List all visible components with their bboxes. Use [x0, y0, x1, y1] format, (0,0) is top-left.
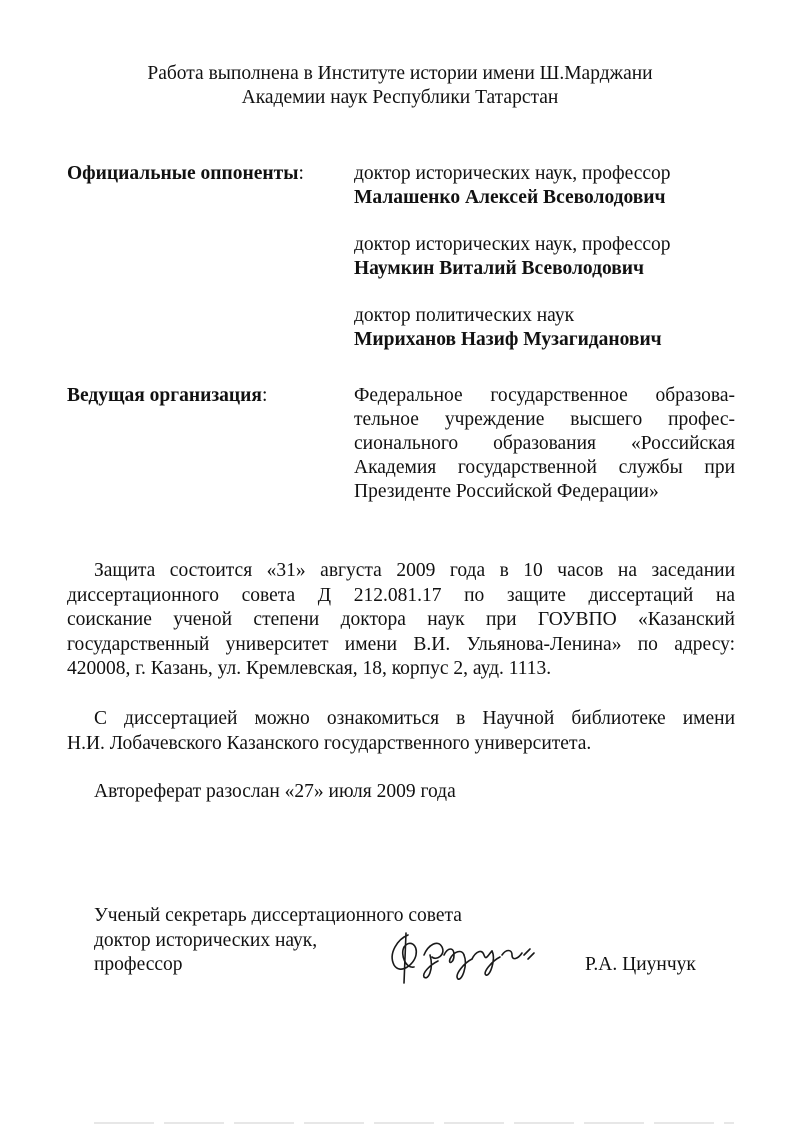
opponent-title: доктор исторических наук, профессор [354, 163, 671, 184]
opponents-label-text: Официальные оппоненты [67, 163, 299, 184]
leading-organization-label-text: Ведущая организация [67, 385, 262, 406]
abstract-sent-paragraph [67, 780, 735, 805]
opponent-entry [354, 233, 735, 281]
library-paragraph [67, 707, 735, 756]
secretary-role: Ученый секретарь диссертационного совета [94, 905, 462, 926]
leading-organization-text [354, 384, 735, 504]
defense-line: Защита состоится «31» августа 2009 года в 10 часов на заседании [94, 560, 735, 581]
institution-header [60, 62, 740, 110]
opponent-entry [354, 304, 735, 352]
opponent-title: доктор политических наук [354, 305, 575, 326]
organization-line: тельное учреждение высшего профес- [354, 409, 735, 430]
organization-line: Академия государственной службы при [354, 457, 735, 478]
defense-line: 420008, г. Казань, ул. Кремлевская, 18, корпус 2, ауд. 1113. [67, 658, 552, 679]
opponents-label [67, 162, 304, 186]
opponent-title: доктор исторических наук, профессор [354, 234, 671, 255]
defense-line: соискание ученой степени доктора наук при ГОУВПО «Казанский [67, 609, 735, 630]
opponent-name: Наумкин Виталий Всеволодович [354, 258, 645, 279]
opponent-name: Мириханов Назиф Музагиданович [354, 329, 662, 350]
organization-line: сионального образования «Российская [354, 433, 735, 454]
page-bottom-rule [94, 1122, 734, 1124]
opponent-entry [354, 162, 735, 210]
opponents-list [354, 162, 735, 375]
header-line-1: Работа выполнена в Институте истории имени Ш.Марджани [147, 63, 653, 84]
leading-organization-label [67, 384, 267, 408]
opponent-name: Малашенко Алексей Всеволодович [354, 187, 666, 208]
library-line: С диссертацией можно ознакомиться в Научной библиотеке имени [94, 708, 735, 729]
secretary-degree: доктор исторических наук, [94, 929, 318, 951]
header-line-2: Академии наук Республики Татарстан [241, 87, 559, 108]
organization-line: Федеральное государственное образова- [354, 385, 735, 406]
secretary-title: профессор [94, 954, 183, 975]
handwritten-signature [384, 925, 554, 987]
defense-paragraph [67, 559, 735, 682]
opponents-label-colon: : [298, 163, 304, 184]
organization-line: Президенте Российской Федерации» [354, 481, 659, 502]
secretary-name: Р.А. Циунчук [585, 954, 696, 975]
defense-line: диссертационного совета Д 212.081.17 по защите диссертаций на [67, 584, 735, 606]
leading-organization-label-colon: : [261, 385, 268, 406]
defense-line: государственный университет имени В.И. Ульянова-Ленина» по адресу: [67, 633, 735, 655]
abstract-sent-line: Автореферат разослан «27» июля 2009 года [94, 781, 456, 802]
library-line: Н.И. Лобачевского Казанского государственного университета. [67, 732, 592, 754]
